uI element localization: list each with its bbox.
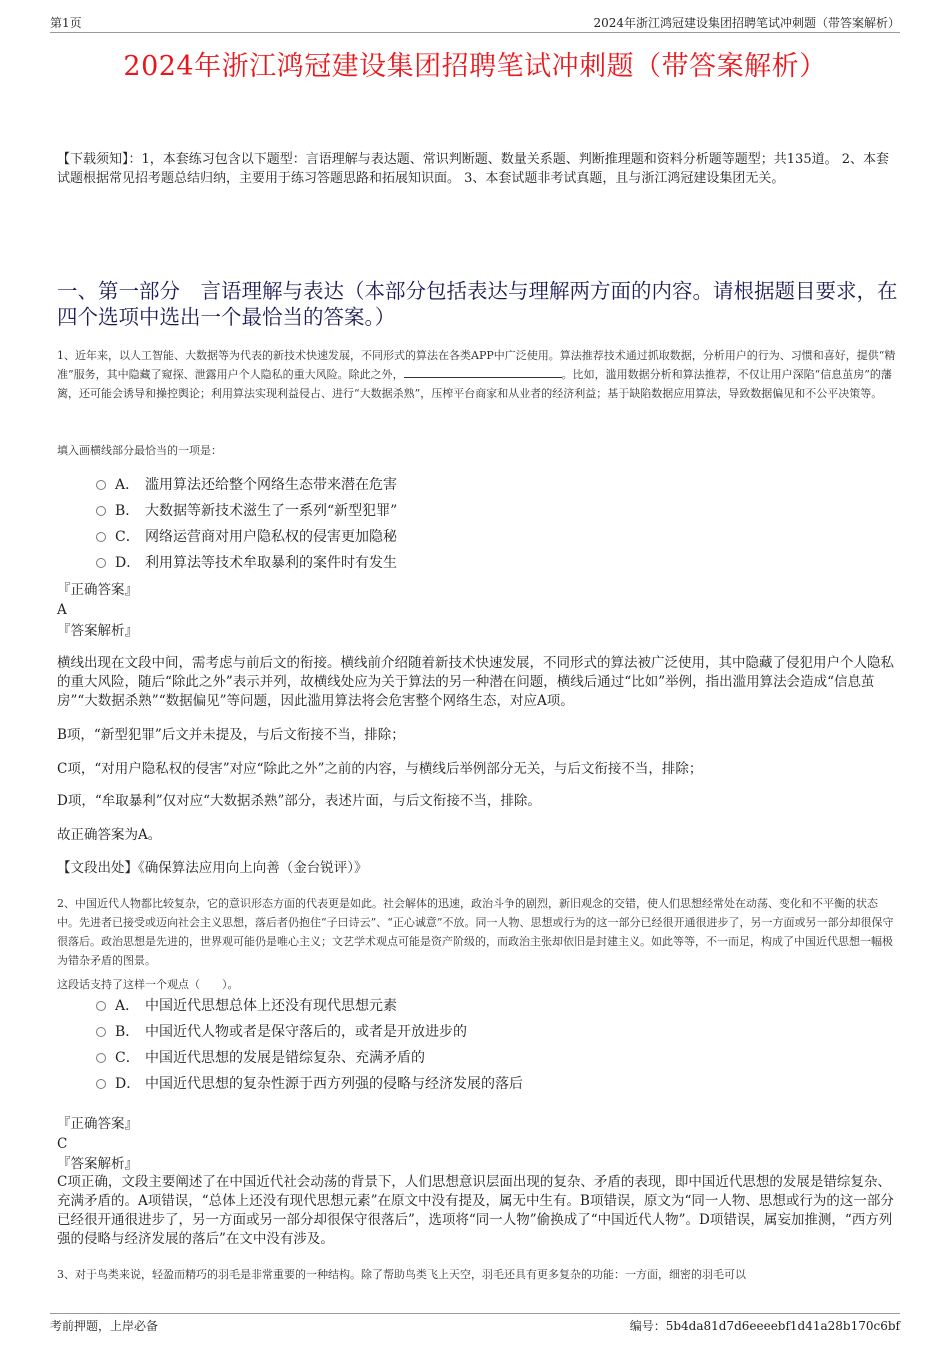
option-a[interactable]: A． 滥用算法还给整个网络生态带来潜在危害 <box>96 472 397 498</box>
radio-icon[interactable] <box>96 1053 106 1063</box>
analysis-paragraph: C项正确，文段主要阐述了在中国近代社会动荡的背景下，人们思想意识层面出现的复杂、矛盾的表现，即中国近代思想的发展是错综复杂、充满矛盾的。A项错误，“总体上还没有现代思想元素”在原文中没有提及，属无中生有。B项错误，原文为“同一人物、思想或行为的这一部分已经很开通很进步了，另一方面或另一部分却很保守很落后”，选项将“同一人物”偷换成了“中国近代人物”。D项错误，属妄加推测，“西方列强的侵略与经济发展的落后”在文中没有涉及。 <box>57 1174 894 1247</box>
option-c[interactable]: C． 网络运营商对用户隐私权的侵害更加隐秘 <box>96 524 397 550</box>
footer-slogan: 考前押题，上岸必备 <box>50 1319 159 1333</box>
radio-icon[interactable] <box>96 532 106 542</box>
source-citation: 【文段出处】《确保算法应用向上向善（金台锐评）》 <box>57 860 368 876</box>
header-doc-title: 2024年浙江鸿冠建设集团招聘笔试冲刺题（带答案解析） <box>593 16 900 30</box>
section-heading: 一、第一部分 言语理解与表达（本部分包括表达与理解两方面的内容。请根据题目要求，在四个选项中选出一个最恰当的答案。） <box>57 279 898 329</box>
option-a[interactable]: A． 中国近代思想总体上还没有现代思想元素 <box>96 993 523 1019</box>
radio-icon[interactable] <box>96 1079 106 1089</box>
question-1-stem-part1: 1、近年来，以人工智能、大数据等为代表的新技术快速发展，不同形式的算法在各类APP中广泛使用。算法推荐技术通过抓取数据，分析用户的行为、习惯和喜好，提供“精准”服务，其中隐藏了窥探、泄露用户个人隐私的重大风险。除此之外， <box>57 349 896 381</box>
fill-blank-line <box>404 365 562 378</box>
question-1-stem <box>57 346 897 403</box>
question-1-stem-part2: 。比如，滥用数据分析和算法推荐，不仅让用户深陷“信息茧房”的藩篱，还可能会诱导和操控舆论；利用算法实现利益侵占、进行“大数据杀熟”，压榨平台商家和从业者的经济利益；基于缺陷数据应用算法，导致数据偏见和不公平决策等。 <box>57 368 892 400</box>
option-b[interactable]: B． 大数据等新技术滋生了一系列“新型犯罪” <box>96 498 397 524</box>
radio-icon[interactable] <box>96 480 106 490</box>
answer-value: A <box>57 602 67 618</box>
footer-serial: 编号：5b4da81d7d6eeeebf1d41a28b170c6bf <box>629 1319 900 1333</box>
analysis-heading: 『答案解析』 <box>57 1156 138 1172</box>
answer-value: C <box>57 1136 68 1152</box>
option-c[interactable]: C． 中国近代思想的发展是错综复杂、充满矛盾的 <box>96 1045 523 1071</box>
radio-icon[interactable] <box>96 1001 106 1011</box>
page-number: 第1页 <box>50 16 82 30</box>
option-d[interactable]: D． 中国近代思想的复杂性源于西方列强的侵略与经济发展的落后 <box>96 1071 523 1097</box>
analysis-paragraph: D项，“牟取暴利”仅对应“大数据杀熟”部分，表述片面，与后文衔接不当，排除。 <box>57 793 541 809</box>
answer-heading: 『正确答案』 <box>57 582 138 598</box>
option-d[interactable]: D． 利用算法等技术牟取暴利的案件时有发生 <box>96 550 397 576</box>
radio-icon[interactable] <box>96 1027 106 1037</box>
analysis-paragraph: 故正确答案为A。 <box>57 827 162 843</box>
radio-icon[interactable] <box>96 506 106 516</box>
question-2-options <box>96 993 523 1097</box>
option-b[interactable]: B． 中国近代人物或者是保守落后的，或者是开放进步的 <box>96 1019 523 1045</box>
question-3-stem: 3、对于鸟类来说，轻盈而精巧的羽毛是非常重要的一种结构。除了帮助鸟类飞上天空，羽毛还具有更多复杂的功能：一方面，细密的羽毛可以 <box>57 1268 746 1281</box>
analysis-heading: 『答案解析』 <box>57 623 138 639</box>
analysis-paragraph: C项，“对用户隐私权的侵害”对应“除此之外”之前的内容，与横线后举例部分无关，与后文衔接不当，排除； <box>57 761 703 777</box>
analysis-paragraph: B项，“新型犯罪”后文并未提及，与后文衔接不当，排除； <box>57 727 405 743</box>
page-footer <box>50 1313 900 1335</box>
question-2-prompt: 这段话支持了这样一个观点（ ）。 <box>57 978 239 991</box>
question-1-options <box>96 472 397 576</box>
question-2-stem: 2、中国近代人物都比较复杂，它的意识形态方面的代表更是如此。社会解体的迅速，政治斗争的剧烈，新旧观念的交错，使人们思想经常处在动荡、变化和不平衡的状态中。先进者已接受或迈向社会主义思想，落后者仍抱住“子曰诗云”、“正心诚意”不放。同一人物、思想或行为的这一部分已经很开通很进步了，另一方面或另一部分却很保守很落后。政治思想是先进的，世界观可能仍是唯心主义；文艺学术观点可能是资产阶级的，而政治主张却依旧是封建主义。如此等等，不一而足，构成了中国近代思想一幅极为错杂矛盾的图景。 <box>57 897 894 967</box>
radio-icon[interactable] <box>96 558 106 568</box>
download-notice: 【下载须知】：1，本套练习包含以下题型：言语理解与表达题、常识判断题、数量关系题、判断推理题和资料分析题等题型；共135道。 2、本套试题根据常见招考题总结归纳，主要用于练习答题思路和拓展知识面。 3、本套试题非考试真题，且与浙江鸿冠建设集团无关。 <box>57 152 889 186</box>
page-header <box>50 14 900 33</box>
answer-heading: 『正确答案』 <box>57 1116 138 1132</box>
document-title: 2024年浙江鸿冠建设集团招聘笔试冲刺题（带答案解析） <box>123 51 827 82</box>
analysis-paragraph: 横线出现在文段中间，需考虑与前后文的衔接。横线前介绍随着新技术快速发展，不同形式的算法被广泛使用，其中隐藏了侵犯用户个人隐私的重大风险，随后“除此之外”表示并列，故横线处应为关于算法的另一种潜在问题，横线后通过“比如”举例，指出滥用算法会造成“信息茧房”“大数据杀熟”“数据偏见”等问题，因此滥用算法将会危害整个网络生态，对应A项。 <box>57 655 894 709</box>
question-1-prompt: 填入画横线部分最恰当的一项是： <box>57 444 222 457</box>
